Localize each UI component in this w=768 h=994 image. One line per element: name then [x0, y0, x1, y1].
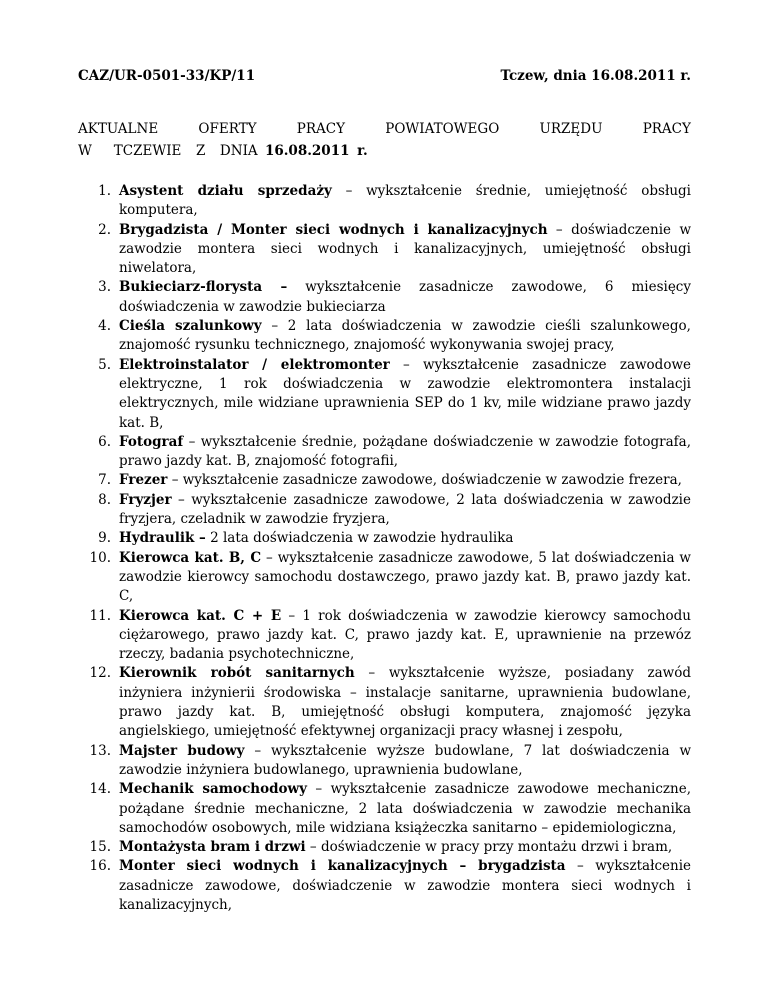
job-offers-list: [78, 182, 691, 915]
document-header: [78, 68, 691, 84]
offer-title: Kierowca kat. B, C: [119, 549, 262, 566]
offer-description: – wykształcenie średnie, umiejętność obsługi komputera,: [119, 183, 691, 219]
title-word: PRACY: [642, 121, 691, 137]
job-offer-item: [78, 838, 691, 857]
job-offer-item: [78, 433, 691, 472]
offer-title: Asystent działu sprzedaży: [119, 183, 332, 199]
offer-title: Bukieciarz-florysta –: [119, 279, 288, 296]
offer-number: 1.: [98, 183, 111, 199]
offer-title: Fryzjer: [119, 491, 172, 508]
offer-title: Montażysta bram i drzwi: [119, 839, 306, 856]
title-line-1: [78, 118, 691, 140]
reference-number: CAZ/UR-0501-33/KP/11: [78, 68, 256, 84]
offer-number: 4.: [98, 318, 111, 335]
job-offer-item: [78, 607, 691, 665]
job-offer-item: [78, 356, 691, 433]
offer-description: wykształcenie zasadnicze zawodowe, 6 miesięcy doświadczenia w zawodzie bukieciarza: [119, 279, 691, 315]
offer-title: Kierownik robót sanitarnych: [119, 665, 355, 682]
offer-number: 8.: [98, 491, 111, 508]
offer-number: 9.: [98, 530, 111, 547]
job-offer-item: [78, 549, 691, 607]
offer-title: Frezer: [119, 472, 168, 489]
offer-number: 10.: [89, 549, 111, 566]
offer-title: Fotograf: [119, 433, 184, 450]
offer-title: Brygadzista / Monter sieci wodnych i kanalizacyjnych: [119, 221, 548, 238]
offer-title: Kierowca kat. C + E: [119, 607, 282, 624]
offer-number: 3.: [98, 279, 111, 296]
offer-description: – wykształcenie zasadnicze zawodowe, 5 lat doświadczenia w zawodzie kierowcy samochodu dostawczego, prawo jazdy kat. B, prawo jazdy kat. C,: [119, 549, 691, 605]
offer-description: – doświadczenie w zawodzie montera sieci wodnych i kanalizacyjnych, umiejętność obsługi niwelatora,: [119, 221, 692, 277]
document-title: [78, 118, 691, 162]
job-offer-item: [78, 742, 691, 781]
offer-number: 15.: [89, 839, 111, 856]
offer-description: 2 lata doświadczenia w zawodzie hydraulika: [205, 530, 514, 547]
offer-description: – wykształcenie zasadnicze zawodowe elektryczne, 1 rok doświadczenia w zawodzie elektromontera instalacji elektrycznych, mile widziane uprawnienia SEP do 1 kv, mile widziane prawo jazdy kat. B,: [119, 356, 691, 431]
job-offer-item: [78, 278, 691, 317]
offer-description: – wykształcenie wyższe, posiadany zawód inżyniera inżynierii środowiska – instalacje sanitarne, uprawnienia budowlane, prawo jazdy kat. B, umiejętność obsługi komputera, znajomość języka angielskiego, umiejętność efektywnej organizacji pracy własnej i zespołu,: [119, 665, 691, 740]
job-offer-item: [78, 529, 691, 548]
title-line-2: [78, 140, 691, 162]
offer-number: 7.: [98, 472, 111, 489]
offer-description: – 2 lata doświadczenia w zawodzie cieśli szalunkowego, znajomość rysunku technicznego, znajomość wykonywania swojej pracy,: [119, 318, 691, 354]
offer-number: 14.: [89, 781, 111, 798]
title-word: OFERTY: [198, 121, 257, 137]
offer-number: 16.: [89, 858, 111, 875]
offer-number: 2.: [98, 221, 111, 238]
offer-description: – wykształcenie zasadnicze zawodowe, doświadczenie w zawodzie frezera,: [167, 472, 682, 489]
offer-title: Majster budowy: [119, 742, 245, 759]
job-offer-item: [78, 471, 691, 490]
offer-description: – doświadczenie w pracy przy montażu drzwi i bram,: [305, 839, 673, 856]
title-prefix: W TCZEWIE Z DNIA: [78, 143, 265, 159]
job-offer-item: [78, 491, 691, 530]
document-date: Tczew, dnia 16.08.2011 r.: [500, 68, 691, 84]
offer-description: – wykształcenie zasadnicze zawodowe, doświadczenie w zawodzie montera sieci wodnych i kanalizacyjnych,: [119, 858, 692, 913]
offer-number: 6.: [98, 433, 111, 450]
offer-number: 11.: [89, 607, 111, 624]
offer-description: – wykształcenie wyższe budowlane, 7 lat doświadczenia w zawodzie inżyniera budowlanego, uprawnienia budowlane,: [119, 742, 691, 778]
title-date: 16.08.2011 r.: [264, 143, 368, 159]
offer-title: Mechanik samochodowy: [119, 781, 308, 798]
job-offer-item: [78, 182, 691, 221]
offer-description: – 1 rok doświadczenia w zawodzie kierowcy samochodu ciężarowego, prawo jazdy kat. C, prawo jazdy kat. E, uprawnienie na przewóz rzeczy, badania psychotechniczne,: [119, 607, 691, 663]
offer-number: 12.: [89, 665, 111, 682]
offer-number: 13.: [89, 742, 111, 759]
offer-title: Monter sieci wodnych i kanalizacyjnych – brygadzista: [119, 858, 566, 875]
title-word: PRACY: [296, 121, 346, 137]
offer-title: Hydraulik –: [119, 530, 206, 547]
offer-number: 5.: [98, 356, 111, 373]
title-word: POWIATOWEGO: [385, 121, 500, 137]
offer-description: – wykształcenie zasadnicze zawodowe, 2 lata doświadczenia w zawodzie fryzjera, czeladnik w zawodzie fryzjera,: [119, 491, 691, 528]
offer-description: – wykształcenie zasadnicze zawodowe mechaniczne, pożądane średnie mechaniczne, 2 lata doświadczenia w zawodzie mechanika samochodów osobowych, mile widziana książeczka sanitarno – epidemiologiczna,: [119, 781, 691, 836]
job-offer-item: [78, 780, 691, 838]
offer-title: Elektroinstalator / elektromonter: [119, 356, 390, 373]
offer-description: – wykształcenie średnie, pożądane doświadczenie w zawodzie fotografa, prawo jazdy kat. B, znajomość fotografii,: [119, 433, 691, 470]
offer-title: Cieśla szalunkowy: [119, 318, 262, 335]
job-offer-item: [78, 221, 691, 279]
title-word: URZĘDU: [539, 121, 603, 137]
job-offer-item: [78, 664, 691, 741]
title-word: AKTUALNE: [78, 121, 159, 137]
job-offer-item: [78, 317, 691, 356]
job-offer-item: [78, 857, 691, 915]
